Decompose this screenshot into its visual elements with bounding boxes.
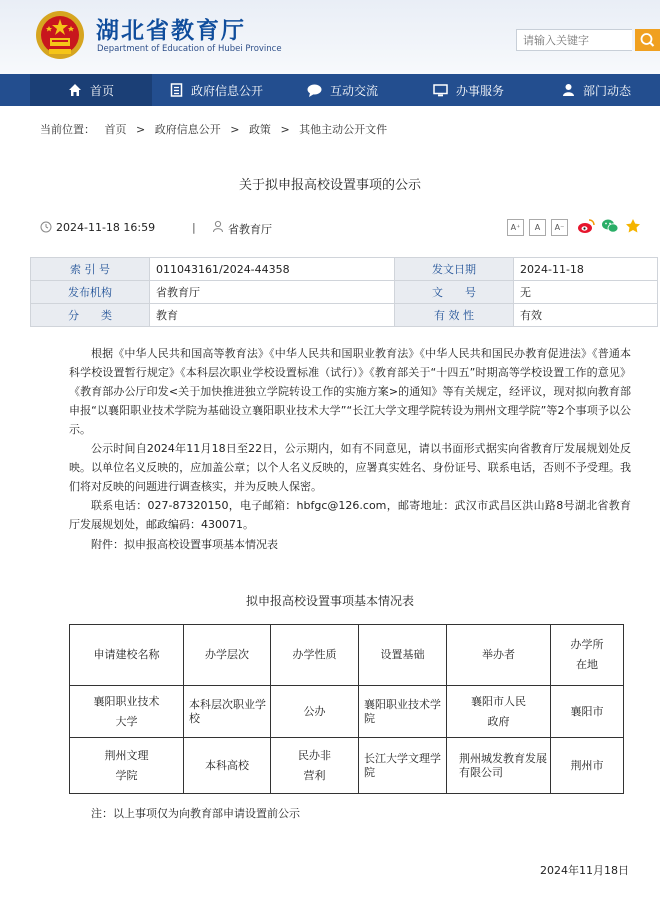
doc-number-value: 无: [514, 281, 658, 304]
monitor-icon: [433, 84, 448, 97]
table-cell: 民办非营利: [271, 738, 359, 794]
table-header: 设置基础: [359, 625, 447, 686]
national-emblem-icon: [34, 9, 86, 61]
breadcrumb-home[interactable]: 首页: [104, 123, 127, 136]
breadcrumb-gov-info[interactable]: 政府信息公开: [154, 123, 221, 136]
table-header: 办学性质: [271, 625, 359, 686]
table-cell: 本科层次职业学校: [184, 686, 271, 738]
table-note: 注：以上事项仅为向教育部申请设置前公示: [91, 807, 300, 820]
nav-services[interactable]: [433, 74, 504, 106]
font-increase-button[interactable]: A⁺: [507, 219, 524, 236]
body-paragraph-1: 根据《中华人民共和国高等教育法》《中华人民共和国职业教育法》《中华人民共和国民办教育促进法》《普通本科学校设置暂行规定》《本科层次职业学校设置标准（试行）》《教育部关于“十四五”时期高等学校设置工作的意见》《教育部办公厅印发<关于加快推进独立学院转设工作的实施方案>的通知》等有关规定，经评议，现对拟向教育部申报“以襄阳职业技术学院为基础设立襄阳职业技术大学”“长江大学文理学院转设为荆州文理学院”等2个事项予以公示。: [69, 347, 631, 436]
breadcrumb: [40, 121, 393, 137]
font-decrease-button[interactable]: A⁻: [551, 219, 568, 236]
author-icon: [212, 220, 224, 233]
chat-icon: [307, 84, 322, 97]
main-nav: [0, 74, 660, 106]
weibo-icon[interactable]: [577, 218, 595, 234]
nav-label: 部门动态: [583, 83, 632, 98]
doc-number-label: 文 号: [395, 281, 514, 304]
schools-table: [69, 624, 624, 794]
category-label: 分 类: [31, 304, 150, 327]
breadcrumb-prefix: 当前位置：: [40, 123, 95, 136]
search-box: [516, 29, 660, 53]
breadcrumb-separator: >: [136, 123, 146, 136]
document-icon: [170, 83, 183, 97]
nav-interaction[interactable]: [307, 74, 378, 106]
site-subtitle: Department of Education of Hubei Province: [97, 44, 282, 54]
category-value: 教育: [150, 304, 395, 327]
index-value: 011043161/2024-44358: [150, 258, 395, 281]
table-row: [70, 738, 624, 794]
nav-gov-info[interactable]: [170, 74, 263, 106]
table-header: 办学所在地: [551, 625, 624, 686]
publish-date: 2024-11-18 16:59: [56, 221, 156, 234]
validity-label: 有 效 性: [395, 304, 514, 327]
site-title: 湖北省教育厅: [96, 17, 246, 44]
table-cell: 荆州市: [551, 738, 624, 794]
person-icon: [562, 83, 575, 97]
table-header: 办学层次: [184, 625, 271, 686]
table-cell: 本科高校: [184, 738, 271, 794]
table-title: 拟申报高校设置事项基本情况表: [245, 594, 414, 608]
meta-divider: |: [192, 221, 196, 234]
nav-home[interactable]: [30, 74, 152, 106]
table-cell: 襄阳市人民政府: [447, 686, 551, 738]
wechat-icon[interactable]: [601, 218, 619, 234]
article-meta: [40, 218, 650, 238]
breadcrumb-policy[interactable]: 政策: [248, 123, 271, 136]
article-source: 省教育厅: [228, 223, 272, 236]
nav-label: 首页: [89, 83, 114, 98]
nav-label: 互动交流: [330, 83, 379, 98]
table-header: 申请建校名称: [70, 625, 184, 686]
sign-date: 2024年11月18日: [540, 864, 629, 877]
table-cell: 荆州文理学院: [70, 738, 184, 794]
table-header: 举办者: [447, 625, 551, 686]
breadcrumb-separator: >: [280, 123, 290, 136]
table-cell: 襄阳职业技术学院: [359, 686, 447, 738]
table-cell: 长江大学文理学院: [359, 738, 447, 794]
search-input[interactable]: [516, 29, 632, 51]
index-label: 索 引 号: [31, 258, 150, 281]
site-header: [0, 0, 660, 74]
favorite-star-icon[interactable]: [625, 218, 641, 234]
breadcrumb-other-files[interactable]: 其他主动公开文件: [299, 123, 388, 136]
search-button[interactable]: [635, 29, 660, 51]
clock-icon: [40, 221, 52, 233]
table-cell: 襄阳市: [551, 686, 624, 738]
font-normal-button[interactable]: A: [529, 219, 546, 236]
publisher-value: 省教育厅: [150, 281, 395, 304]
table-header-row: [70, 625, 624, 686]
body-contact-info: 联系电话：027-87320150，电子邮箱：hbfgc@126.com，邮寄地址：武汉市武昌区洪山路8号湖北省教育厅发展规划处，邮政编码：430071。: [69, 499, 631, 531]
home-icon: [68, 83, 82, 97]
nav-label: 政府信息公开: [191, 83, 264, 98]
publisher-label: 发布机构: [31, 281, 150, 304]
info-row: [31, 258, 658, 281]
search-icon: [635, 29, 660, 51]
breadcrumb-separator: >: [230, 123, 240, 136]
issue-date-value: 2024-11-18: [514, 258, 658, 281]
table-cell: 襄阳职业技术大学: [70, 686, 184, 738]
attachment-link[interactable]: 附件：拟申报高校设置事项基本情况表: [91, 538, 278, 551]
table-cell: 荆州城发教育发展有限公司: [447, 738, 551, 794]
table-row: [70, 686, 624, 738]
issue-date-label: 发文日期: [395, 258, 514, 281]
table-cell: 公办: [271, 686, 359, 738]
validity-value: 有效: [514, 304, 658, 327]
info-row: [31, 304, 658, 327]
article-title: 关于拟申报高校设置事项的公示: [238, 178, 421, 193]
body-paragraph-2: 公示时间自2024年11月18日至22日，公示期内，如有不同意见，请以书面形式据实向省教育厅发展规划处反映。以单位名义反映的，应加盖公章；以个人名义反映的，应署真实姓名、身份证号、联系电话，否则不予受理。我们将对反映的问题进行调查核实，并为反映人保密。: [69, 442, 631, 493]
info-row: [31, 281, 658, 304]
document-info-table: [30, 257, 658, 327]
nav-dept-news[interactable]: [562, 74, 631, 106]
nav-label: 办事服务: [456, 83, 505, 98]
